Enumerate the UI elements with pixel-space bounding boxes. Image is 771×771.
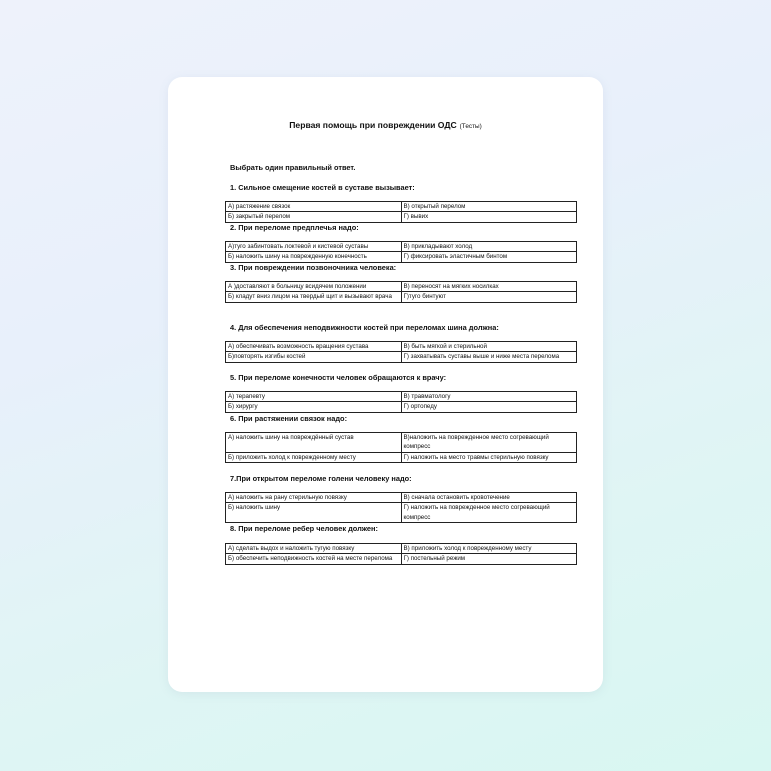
instruction-text: Выбрать один правильный ответ. xyxy=(230,163,356,172)
answer-table-7 xyxy=(225,492,577,523)
table-row xyxy=(226,212,577,222)
answer-option: А) растяжение связок xyxy=(226,202,402,212)
answer-option: Б) закрытый перелом xyxy=(226,212,402,222)
answer-option: Г) захватывать суставы выше и ниже места перелома xyxy=(401,352,577,362)
table-row xyxy=(226,493,577,503)
answer-option: Б) хирургу xyxy=(226,402,402,412)
table-row xyxy=(226,352,577,362)
answer-table-6 xyxy=(225,432,577,463)
answer-option: Б)повторять изгибы костей xyxy=(226,352,402,362)
answer-option: В) приложить холод к поврежденному месту xyxy=(401,544,577,554)
table-row xyxy=(226,402,577,412)
table-row xyxy=(226,392,577,402)
table-row xyxy=(226,252,577,262)
question-heading-1: 1. Сильное смещение костей в суставе вызывает: xyxy=(230,183,415,192)
answer-table-1 xyxy=(225,201,577,223)
question-heading-8: 8. При переломе ребер человек должен: xyxy=(230,524,378,533)
answer-option: В)наложить на поврежденное место согревающий компресс xyxy=(401,433,577,453)
answer-option: А) наложить шину на повреждённый сустав xyxy=(226,433,402,453)
answer-option: В) открытый перелом xyxy=(401,202,577,212)
question-heading-2: 2. При переломе предплечья надо: xyxy=(230,223,359,232)
answer-option: А) терапевту xyxy=(226,392,402,402)
answer-table-8 xyxy=(225,543,577,565)
document-title xyxy=(168,120,603,130)
answer-option: В) травматологу xyxy=(401,392,577,402)
document-page xyxy=(168,77,603,692)
answer-option: А)туго забинтовать локтевой и кистевой суставы xyxy=(226,242,402,252)
table-row xyxy=(226,452,577,462)
answer-option: В) переносят на мягких носилках xyxy=(401,282,577,292)
table-row xyxy=(226,242,577,252)
answer-option: Б) приложить холод к поврежденному месту xyxy=(226,452,402,462)
table-row xyxy=(226,202,577,212)
table-row xyxy=(226,342,577,352)
question-heading-6: 6. При растяжении связок надо: xyxy=(230,414,348,423)
answer-table-4 xyxy=(225,341,577,363)
question-heading-3: 3. При повреждении позвоночника человека: xyxy=(230,263,397,272)
answer-table-3 xyxy=(225,281,577,303)
answer-option: А) наложить на рану стерильную повязку xyxy=(226,493,402,503)
answer-option: Г) фиксировать эластичным бинтом xyxy=(401,252,577,262)
title-text: Первая помощь при повреждении ОДС xyxy=(289,120,457,130)
table-row xyxy=(226,503,577,523)
answer-option: В) быть мягкой и стерильной xyxy=(401,342,577,352)
answer-table-5 xyxy=(225,391,577,413)
answer-option: Г)туго бинтуют xyxy=(401,292,577,302)
answer-option: В) прикладывают холод xyxy=(401,242,577,252)
table-row xyxy=(226,544,577,554)
answer-option: Г) наложить на место травмы стерильную повязку xyxy=(401,452,577,462)
answer-option: Б) наложить шину на поврежденную конечность xyxy=(226,252,402,262)
answer-option: Г) вывих xyxy=(401,212,577,222)
answer-option: Г) постельный режим xyxy=(401,554,577,564)
table-row xyxy=(226,282,577,292)
question-heading-5: 5. При переломе конечности человек обращаются к врачу: xyxy=(230,373,447,382)
answer-table-2 xyxy=(225,241,577,263)
table-row xyxy=(226,433,577,453)
table-row xyxy=(226,554,577,564)
answer-option: А )доставляют в больницу всидячем положении xyxy=(226,282,402,292)
answer-option: Г) ортопеду xyxy=(401,402,577,412)
answer-option: А) сделать выдох и наложить тугую повязку xyxy=(226,544,402,554)
answer-option: Б) обеспечить неподвижность костей на месте перелома xyxy=(226,554,402,564)
answer-option: А) обеспечивать возможность вращения сустава xyxy=(226,342,402,352)
question-heading-7: 7.При открытом переломе голени человеку надо: xyxy=(230,474,412,483)
answer-option: Б) кладут вниз лицом на твердый щит и вызывают врача xyxy=(226,292,402,302)
question-heading-4: 4. Для обеспечения неподвижности костей при переломах шина должна: xyxy=(230,323,499,332)
title-subtitle: (Тесты) xyxy=(459,123,482,130)
answer-option: Г) наложить на поврежденное место согревающий компресс xyxy=(401,503,577,523)
answer-option: В) сначала остановить кровотечение xyxy=(401,493,577,503)
answer-option: Б) наложить шину xyxy=(226,503,402,523)
table-row xyxy=(226,292,577,302)
